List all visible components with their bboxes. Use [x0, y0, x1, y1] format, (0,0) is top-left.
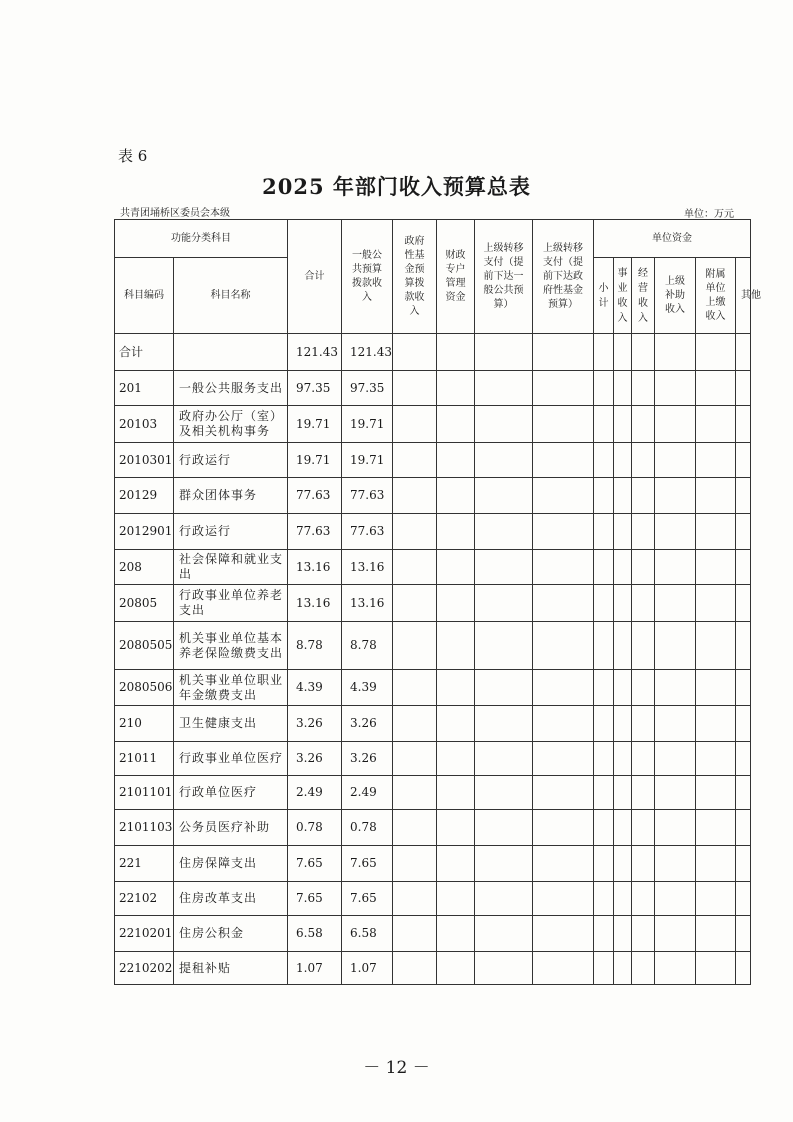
row-name: 住房保障支出 [174, 846, 288, 882]
row-name: 卫生健康支出 [174, 706, 288, 742]
empty-cell [393, 742, 437, 776]
empty-cell [655, 776, 696, 810]
empty-cell [594, 443, 614, 478]
empty-cell [632, 706, 655, 742]
empty-cell [594, 846, 614, 882]
row-total: 3.26 [288, 706, 342, 742]
header-general-budget: 一般公共预算拨款收入 [342, 220, 393, 334]
empty-cell [393, 443, 437, 478]
row-name: 机关事业单位基本养老保险缴费支出 [174, 622, 288, 670]
empty-cell [655, 334, 696, 371]
empty-cell [696, 706, 736, 742]
empty-cell [614, 846, 632, 882]
empty-cell [632, 670, 655, 706]
empty-cell [437, 742, 475, 776]
empty-cell [632, 478, 655, 514]
row-total: 97.35 [288, 371, 342, 406]
row-code: 21011 [115, 742, 174, 776]
empty-cell [614, 334, 632, 371]
empty-cell [632, 952, 655, 985]
row-general-budget: 19.71 [342, 443, 393, 478]
empty-cell [437, 670, 475, 706]
row-total: 3.26 [288, 742, 342, 776]
empty-cell [393, 585, 437, 622]
empty-cell [614, 478, 632, 514]
empty-cell [632, 514, 655, 550]
empty-cell [696, 443, 736, 478]
empty-cell [437, 706, 475, 742]
empty-cell [696, 776, 736, 810]
empty-cell [614, 882, 632, 916]
row-total: 77.63 [288, 514, 342, 550]
empty-cell [655, 371, 696, 406]
empty-cell [655, 622, 696, 670]
row-total: 7.65 [288, 882, 342, 916]
row-code: 2080505 [115, 622, 174, 670]
empty-cell [533, 670, 594, 706]
empty-cell [594, 882, 614, 916]
empty-cell [736, 550, 751, 585]
row-name: 行政运行 [174, 443, 288, 478]
empty-cell [655, 916, 696, 952]
empty-cell [393, 706, 437, 742]
empty-cell [736, 846, 751, 882]
row-total: 4.39 [288, 670, 342, 706]
empty-cell [655, 882, 696, 916]
row-total: 19.71 [288, 406, 342, 443]
row-total: 2.49 [288, 776, 342, 810]
empty-cell [696, 670, 736, 706]
empty-cell [655, 550, 696, 585]
row-general-budget: 13.16 [342, 550, 393, 585]
header-func-class: 功能分类科目 [115, 220, 288, 258]
empty-cell [736, 742, 751, 776]
empty-cell [736, 443, 751, 478]
empty-cell [614, 952, 632, 985]
row-total: 0.78 [288, 810, 342, 846]
row-total: 1.07 [288, 952, 342, 985]
empty-cell [393, 882, 437, 916]
empty-cell [475, 706, 533, 742]
empty-cell [437, 334, 475, 371]
row-general-budget: 7.65 [342, 882, 393, 916]
row-code: 20805 [115, 585, 174, 622]
header-name: 科目名称 [174, 258, 288, 334]
empty-cell [475, 514, 533, 550]
empty-cell [614, 622, 632, 670]
table-row [115, 670, 751, 706]
empty-cell [475, 916, 533, 952]
empty-cell [475, 742, 533, 776]
empty-cell [475, 882, 533, 916]
row-code: 2101103 [115, 810, 174, 846]
empty-cell [437, 371, 475, 406]
empty-cell [655, 443, 696, 478]
empty-cell [475, 810, 533, 846]
row-general-budget: 4.39 [342, 670, 393, 706]
empty-cell [655, 406, 696, 443]
empty-cell [533, 846, 594, 882]
empty-cell [533, 478, 594, 514]
row-name: 社会保障和就业支出 [174, 550, 288, 585]
empty-cell [614, 514, 632, 550]
row-code: 221 [115, 846, 174, 882]
row-name: 行政单位医疗 [174, 776, 288, 810]
empty-cell [533, 514, 594, 550]
row-general-budget: 121.43 [342, 334, 393, 371]
header-unit-funds: 单位资金 [594, 220, 751, 258]
empty-cell [475, 776, 533, 810]
row-code: 20129 [115, 478, 174, 514]
row-name: 提租补贴 [174, 952, 288, 985]
empty-cell [632, 334, 655, 371]
row-total: 77.63 [288, 478, 342, 514]
empty-cell [393, 622, 437, 670]
row-name [174, 334, 288, 371]
empty-cell [614, 550, 632, 585]
empty-cell [393, 478, 437, 514]
budget-table [114, 219, 761, 985]
header-other: 其他 [736, 258, 751, 334]
empty-cell [696, 742, 736, 776]
empty-cell [655, 742, 696, 776]
table-row [115, 810, 751, 846]
empty-cell [533, 334, 594, 371]
empty-cell [696, 810, 736, 846]
empty-cell [736, 585, 751, 622]
empty-cell [594, 371, 614, 406]
empty-cell [736, 706, 751, 742]
empty-cell [594, 585, 614, 622]
row-total: 19.71 [288, 443, 342, 478]
empty-cell [614, 443, 632, 478]
page-number: － 12 － [363, 1058, 430, 1078]
row-code: 22102 [115, 882, 174, 916]
header-superior-subsidy: 上级补助收入 [655, 258, 696, 334]
row-name: 行政运行 [174, 514, 288, 550]
empty-cell [475, 334, 533, 371]
empty-cell [655, 952, 696, 985]
empty-cell [533, 371, 594, 406]
empty-cell [736, 670, 751, 706]
empty-cell [393, 514, 437, 550]
header-transfer-general: 上级转移支付（提前下达一般公共预算） [475, 220, 533, 334]
header-gov-fund: 政府性基金预算拨款收入 [393, 220, 437, 334]
empty-cell [594, 810, 614, 846]
table-row [115, 371, 751, 406]
empty-cell [533, 443, 594, 478]
unit-label: 单位：万元 [684, 209, 734, 220]
empty-cell [437, 585, 475, 622]
table-row [115, 706, 751, 742]
table-row [115, 514, 751, 550]
empty-cell [614, 585, 632, 622]
empty-cell [614, 670, 632, 706]
empty-cell [393, 776, 437, 810]
empty-cell [736, 622, 751, 670]
empty-cell [437, 882, 475, 916]
empty-cell [594, 478, 614, 514]
empty-cell [437, 952, 475, 985]
row-name: 公务员医疗补助 [174, 810, 288, 846]
empty-cell [393, 846, 437, 882]
row-name: 政府办公厅（室）及相关机构事务 [174, 406, 288, 443]
empty-cell [475, 952, 533, 985]
empty-cell [614, 776, 632, 810]
empty-cell [594, 622, 614, 670]
empty-cell [533, 550, 594, 585]
empty-cell [736, 810, 751, 846]
empty-cell [736, 882, 751, 916]
row-general-budget: 2.49 [342, 776, 393, 810]
empty-cell [696, 478, 736, 514]
empty-cell [393, 670, 437, 706]
row-name: 群众团体事务 [174, 478, 288, 514]
row-name: 行政事业单位养老支出 [174, 585, 288, 622]
empty-cell [437, 810, 475, 846]
empty-cell [594, 742, 614, 776]
empty-cell [437, 550, 475, 585]
empty-cell [632, 550, 655, 585]
row-general-budget: 7.65 [342, 846, 393, 882]
empty-cell [475, 478, 533, 514]
empty-cell [632, 585, 655, 622]
table-row [115, 406, 751, 443]
empty-cell [533, 810, 594, 846]
table-row [115, 776, 751, 810]
row-code: 2080506 [115, 670, 174, 706]
empty-cell [696, 622, 736, 670]
empty-cell [696, 406, 736, 443]
row-general-budget: 77.63 [342, 478, 393, 514]
empty-cell [632, 371, 655, 406]
empty-cell [736, 371, 751, 406]
empty-cell [655, 585, 696, 622]
organization-name: 共青团埇桥区委员会本级 [120, 208, 230, 219]
empty-cell [393, 916, 437, 952]
empty-cell [594, 916, 614, 952]
empty-cell [594, 550, 614, 585]
empty-cell [736, 916, 751, 952]
empty-cell [533, 916, 594, 952]
row-total: 7.65 [288, 846, 342, 882]
empty-cell [696, 916, 736, 952]
table-row [115, 334, 751, 371]
row-total: 13.16 [288, 550, 342, 585]
row-code: 2101101 [115, 776, 174, 810]
row-general-budget: 97.35 [342, 371, 393, 406]
empty-cell [533, 742, 594, 776]
empty-cell [437, 776, 475, 810]
empty-cell [533, 622, 594, 670]
row-code: 210 [115, 706, 174, 742]
empty-cell [632, 810, 655, 846]
row-general-budget: 0.78 [342, 810, 393, 846]
row-name: 机关事业单位职业年金缴费支出 [174, 670, 288, 706]
row-code: 20103 [115, 406, 174, 443]
empty-cell [632, 443, 655, 478]
empty-cell [594, 776, 614, 810]
empty-cell [437, 622, 475, 670]
empty-cell [533, 952, 594, 985]
empty-cell [632, 882, 655, 916]
empty-cell [475, 622, 533, 670]
empty-cell [696, 550, 736, 585]
empty-cell [533, 585, 594, 622]
row-general-budget: 1.07 [342, 952, 393, 985]
row-general-budget: 3.26 [342, 706, 393, 742]
table-row [115, 585, 751, 622]
row-total: 13.16 [288, 585, 342, 622]
empty-cell [594, 406, 614, 443]
empty-cell [614, 406, 632, 443]
empty-cell [736, 776, 751, 810]
empty-cell [614, 916, 632, 952]
empty-cell [475, 585, 533, 622]
table-row [115, 742, 751, 776]
empty-cell [393, 550, 437, 585]
empty-cell [736, 406, 751, 443]
row-total: 6.58 [288, 916, 342, 952]
empty-cell [393, 810, 437, 846]
page-title: 2025 年部门收入预算总表 [262, 174, 531, 199]
empty-cell [632, 742, 655, 776]
empty-cell [655, 670, 696, 706]
empty-cell [655, 846, 696, 882]
empty-cell [632, 846, 655, 882]
empty-cell [533, 706, 594, 742]
empty-cell [437, 443, 475, 478]
table-row [115, 550, 751, 585]
empty-cell [594, 670, 614, 706]
header-business: 事业收入 [614, 258, 632, 334]
table-label: 表 6 [118, 147, 148, 165]
row-general-budget: 77.63 [342, 514, 393, 550]
table-row [115, 622, 751, 670]
empty-cell [437, 478, 475, 514]
row-code: 2210202 [115, 952, 174, 985]
table-body [115, 334, 751, 985]
table-row [115, 952, 751, 985]
empty-cell [393, 952, 437, 985]
row-general-budget: 3.26 [342, 742, 393, 776]
empty-cell [475, 443, 533, 478]
row-code: 2010301 [115, 443, 174, 478]
table-row [115, 882, 751, 916]
empty-cell [632, 622, 655, 670]
row-general-budget: 13.16 [342, 585, 393, 622]
header-affiliated: 附属单位上缴收入 [696, 258, 736, 334]
empty-cell [594, 514, 614, 550]
empty-cell [632, 776, 655, 810]
empty-cell [614, 742, 632, 776]
empty-cell [696, 334, 736, 371]
empty-cell [437, 514, 475, 550]
empty-cell [475, 846, 533, 882]
row-name: 行政事业单位医疗 [174, 742, 288, 776]
empty-cell [655, 514, 696, 550]
empty-cell [696, 846, 736, 882]
table-row [115, 916, 751, 952]
table-row [115, 478, 751, 514]
row-name: 一般公共服务支出 [174, 371, 288, 406]
header-fiscal-special: 财政专户管理资金 [437, 220, 475, 334]
empty-cell [614, 706, 632, 742]
row-general-budget: 8.78 [342, 622, 393, 670]
table-row [115, 846, 751, 882]
empty-cell [437, 846, 475, 882]
empty-cell [736, 952, 751, 985]
empty-cell [393, 406, 437, 443]
row-total: 121.43 [288, 334, 342, 371]
empty-cell [696, 371, 736, 406]
empty-cell [475, 406, 533, 443]
empty-cell [475, 550, 533, 585]
empty-cell [594, 334, 614, 371]
empty-cell [594, 706, 614, 742]
empty-cell [632, 916, 655, 952]
empty-cell [696, 882, 736, 916]
row-code: 2012901 [115, 514, 174, 550]
empty-cell [655, 810, 696, 846]
empty-cell [533, 406, 594, 443]
header-code: 科目编码 [115, 258, 174, 334]
empty-cell [393, 371, 437, 406]
empty-cell [736, 334, 751, 371]
empty-cell [533, 882, 594, 916]
empty-cell [475, 670, 533, 706]
row-general-budget: 19.71 [342, 406, 393, 443]
row-code: 208 [115, 550, 174, 585]
empty-cell [655, 478, 696, 514]
row-code: 2210201 [115, 916, 174, 952]
row-code: 201 [115, 371, 174, 406]
empty-cell [594, 952, 614, 985]
header-subtotal: 小计 [594, 258, 614, 334]
row-name: 住房改革支出 [174, 882, 288, 916]
row-name: 住房公积金 [174, 916, 288, 952]
header-transfer-fund: 上级转移支付（提前下达政府性基金预算） [533, 220, 594, 334]
empty-cell [393, 334, 437, 371]
table-row [115, 443, 751, 478]
header-operating: 经营收入 [632, 258, 655, 334]
header-total: 合计 [288, 220, 342, 334]
empty-cell [655, 706, 696, 742]
empty-cell [614, 810, 632, 846]
empty-cell [736, 514, 751, 550]
empty-cell [736, 478, 751, 514]
empty-cell [437, 916, 475, 952]
empty-cell [533, 776, 594, 810]
empty-cell [696, 585, 736, 622]
empty-cell [696, 952, 736, 985]
empty-cell [696, 514, 736, 550]
row-total: 8.78 [288, 622, 342, 670]
empty-cell [475, 371, 533, 406]
empty-cell [632, 406, 655, 443]
empty-cell [437, 406, 475, 443]
row-code: 合计 [115, 334, 174, 371]
row-general-budget: 6.58 [342, 916, 393, 952]
empty-cell [614, 371, 632, 406]
